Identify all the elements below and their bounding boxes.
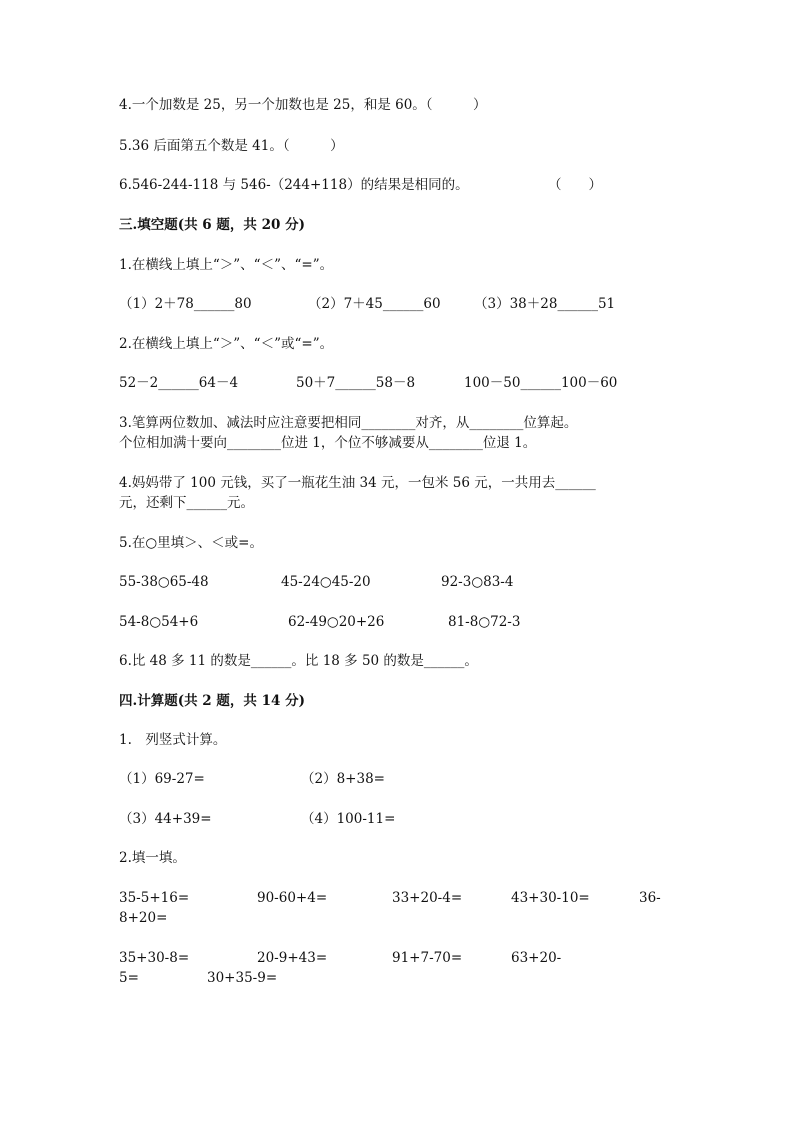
fill-q2: 2.在横线上填上“＞”、“＜”或“=”。	[119, 336, 334, 352]
judge-q5: 5.36 后面第五个数是 41。（ ）	[119, 138, 344, 154]
fill-q5-row2-item-3: 81-8○72-3	[448, 614, 521, 630]
calc-q2-row2-item-3: 91+7-70=	[392, 950, 463, 966]
fill-q5-row1-item-2: 45-24○45-20	[281, 574, 371, 590]
calc-q2-row2-wrap-1: 5=	[119, 970, 139, 986]
fill-q5-row1-item-3: 92-3○83-4	[441, 574, 514, 590]
fill-q4-line-2: 元，还剩下______元。	[119, 495, 254, 511]
fill-q2-item-1: 52－2______64－4	[119, 375, 239, 391]
judge-q6-paren: （ ）	[548, 177, 602, 193]
fill-q2-item-3: 100－50______100－60	[464, 375, 618, 391]
fill-q1: 1.在横线上填上“＞”、“＜”、“=”。	[119, 257, 334, 273]
calc-q2-row1-item-5: 36-	[639, 890, 661, 906]
calc-q2-row1-item-3: 33+20-4=	[392, 890, 463, 906]
fill-q6: 6.比 48 多 11 的数是______。比 18 多 50 的数是______。	[119, 653, 478, 669]
calc-q2-row1-wrap: 8+20=	[119, 910, 168, 926]
fill-q3-line-1: 3.笔算两位数加、减法时应注意要把相同________对齐，从________位算起。	[119, 415, 578, 431]
section-heading-fill: 三.填空题(共 6 题，共 20 分)	[119, 217, 305, 233]
fill-q3-line-2: 个位相加满十要向________位进 1，个位不够减要从________位退 1。	[119, 435, 537, 451]
fill-q5-row2-item-2: 62-49○20+26	[288, 614, 385, 630]
fill-q5-row1-item-1: 55-38○65-48	[119, 574, 209, 590]
fill-q2-item-2: 50＋7______58－8	[296, 375, 416, 391]
calc-q2-row2-item-1: 35+30-8=	[119, 950, 190, 966]
fill-q1-item-2: （2）7＋45______60	[308, 296, 441, 312]
calc-q2-row1-item-2: 90-60+4=	[257, 890, 328, 906]
judge-q6: 6.546-244-118 与 546-（244+118）的结果是相同的。	[119, 177, 469, 193]
calc-q2-row2-item-4: 63+20-	[511, 950, 562, 966]
calc-q2-row2-wrap-2: 30+35-9=	[207, 970, 278, 986]
calc-q2: 2.填一填。	[119, 850, 186, 866]
fill-q1-item-3: （3）38＋28______51	[474, 296, 616, 312]
fill-q5-row2-item-1: 54-8○54+6	[119, 614, 199, 630]
section-heading-calc: 四.计算题(共 2 题，共 14 分)	[119, 693, 305, 709]
judge-q4: 4.一个加数是 25，另一个加数也是 25，和是 60。（ ）	[119, 97, 487, 113]
calc-q2-row2-item-2: 20-9+43=	[257, 950, 328, 966]
calc-q1-row2-item-2: （4）100-11=	[301, 811, 396, 827]
calc-q1-row1-item-2: （2）8+38=	[301, 771, 385, 787]
fill-q5: 5.在○里填＞、＜或=。	[119, 535, 263, 551]
fill-q4-line-1: 4.妈妈带了 100 元钱，买了一瓶花生油 34 元，一包米 56 元，一共用去______	[119, 475, 596, 491]
calc-q1: 1. 列竖式计算。	[119, 732, 227, 748]
fill-q1-item-1: （1）2＋78______80	[119, 296, 252, 312]
calc-q2-row1-item-4: 43+30-10=	[511, 890, 590, 906]
calc-q1-row1-item-1: （1）69-27=	[119, 771, 205, 787]
calc-q2-row1-item-1: 35-5+16=	[119, 890, 190, 906]
calc-q1-row2-item-1: （3）44+39=	[119, 811, 212, 827]
